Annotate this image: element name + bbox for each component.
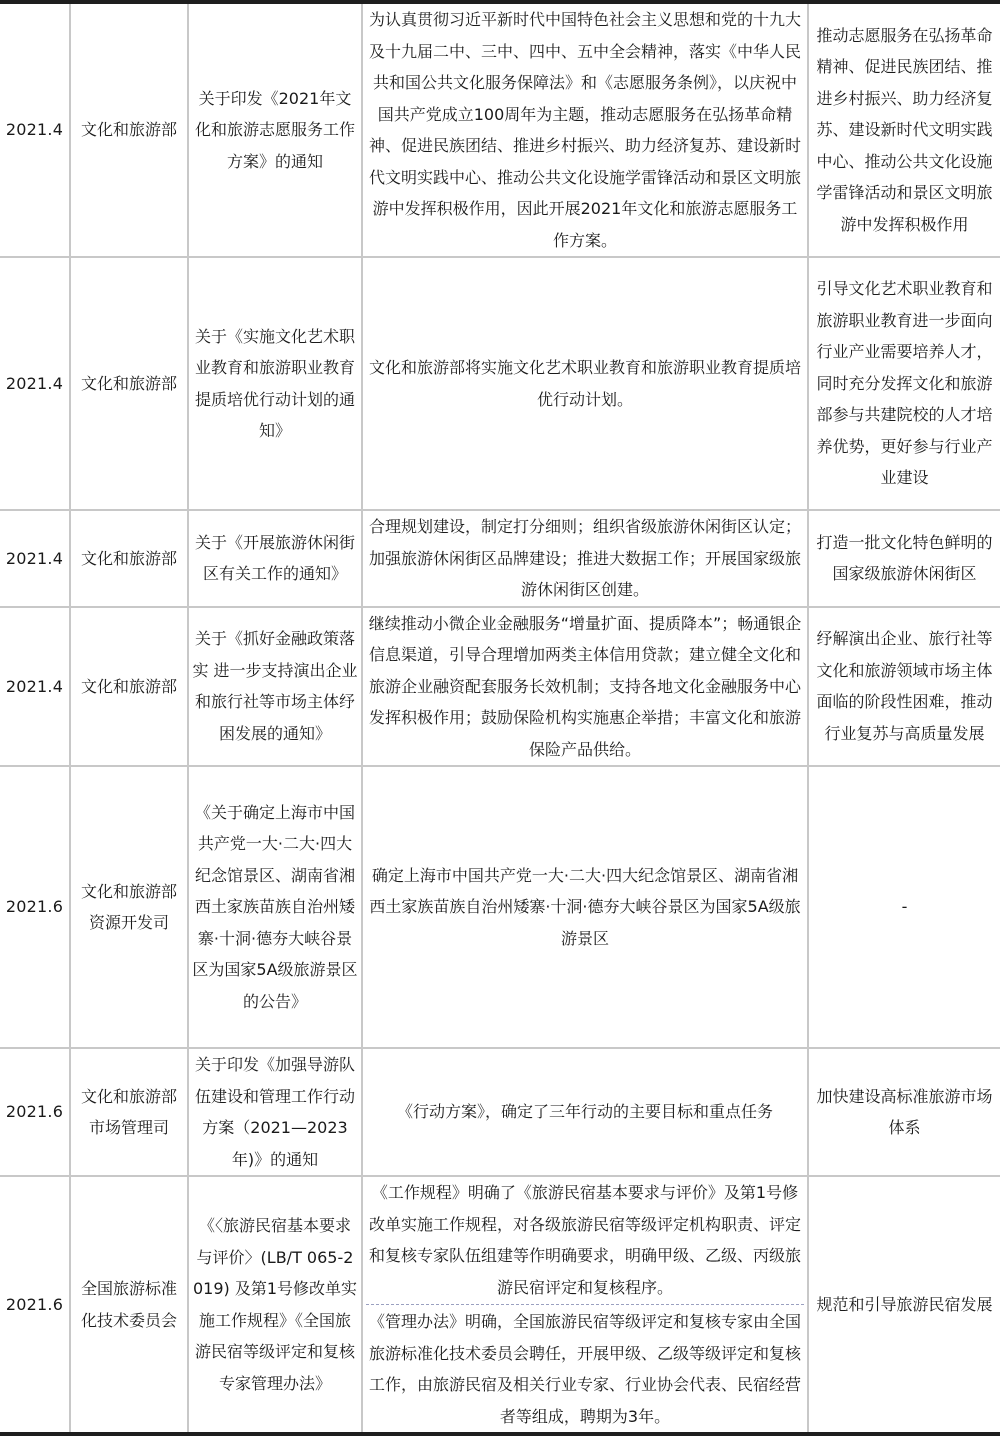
content-cell: 《行动方案》，确定了三年行动的主要目标和重点任务 — [362, 1048, 808, 1176]
document-cell: 关于印发《加强导游队伍建设和管理工作行动方案（2021—2023年)》的通知 — [188, 1048, 362, 1176]
purpose-cell: 引导文化艺术职业教育和旅游职业教育进一步面向行业产业需要培养人才，同时充分发挥文化和旅游部参与共建院校的人才培养优势，更好参与行业产业建设 — [808, 257, 1000, 510]
date-cell: 2021.4 — [0, 257, 70, 510]
date-cell: 2021.6 — [0, 1176, 70, 1434]
work-procedure-text: 《工作规程》明确了《旅游民宿基本要求与评价》及第1号修改单实施工作规程，对各级旅游民宿等级评定机构职责、评定和复核专家队伍组建等作明确要求，明确甲级、乙级、丙级旅游民宿评定和复核程序。 — [366, 1177, 804, 1305]
content-cell — [362, 1176, 808, 1434]
issuer-cell: 文化和旅游部 — [70, 607, 188, 767]
management-measures-text: 《管理办法》明确，全国旅游民宿等级评定和复核专家由全国旅游标准化技术委员会聘任，开展甲级、乙级等级评定和复核工作，由旅游民宿及相关行业专家、行业协会代表、民宿经营者等组成，聘期为3年。 — [368, 1312, 801, 1426]
content-cell: 为认真贯彻习近平新时代中国特色社会主义思想和党的十九大及十九届二中、三中、四中、五中全会精神，落实《中华人民共和国公共文化服务保障法》和《志愿服务条例》，以庆祝中国共产党成立100周年为主题，推动志愿服务在弘扬革命精神、促进民族团结、推进乡村振兴、助力经济复苏、建设新时代文明实践中心、推动公共文化设施学雷锋活动和景区文明旅游中发挥积极作用，因此开展2021年文化和旅游志愿服务工作方案。 — [362, 2, 808, 257]
purpose-cell: - — [808, 766, 1000, 1048]
date-cell: 2021.4 — [0, 510, 70, 607]
issuer-cell: 文化和旅游部 — [70, 257, 188, 510]
content-cell: 文化和旅游部将实施文化艺术职业教育和旅游职业教育提质培优行动计划。 — [362, 257, 808, 510]
date-cell: 2021.4 — [0, 2, 70, 257]
table-row — [0, 607, 1000, 767]
document-cell: 《关于确定上海市中国共产党一大·二大·四大纪念馆景区、湖南省湘西土家族苗族自治州矮寨·十洞·德夯大峡谷景区为国家5A级旅游景区的公告》 — [188, 766, 362, 1048]
document-cell: 《〈旅游民宿基本要求与评价〉(LB/T 065-2019) 及第1号修改单实施工作规程》《全国旅游民宿等级评定和复核专家管理办法》 — [188, 1176, 362, 1434]
purpose-cell: 推动志愿服务在弘扬革命精神、促进民族团结、推进乡村振兴、助力经济复苏、建设新时代文明实践中心、推动公共文化设施学雷锋活动和景区文明旅游中发挥积极作用 — [808, 2, 1000, 257]
purpose-cell: 纾解演出企业、旅行社等文化和旅游领域市场主体面临的阶段性困难，推动行业复苏与高质量发展 — [808, 607, 1000, 767]
issuer-cell: 文化和旅游部资源开发司 — [70, 766, 188, 1048]
date-cell: 2021.6 — [0, 766, 70, 1048]
purpose-cell: 加快建设高标准旅游市场体系 — [808, 1048, 1000, 1176]
content-cell: 合理规划建设，制定打分细则；组织省级旅游休闲街区认定；加强旅游休闲街区品牌建设；推进大数据工作；开展国家级旅游休闲街区创建。 — [362, 510, 808, 607]
content-cell: 确定上海市中国共产党一大·二大·四大纪念馆景区、湖南省湘西土家族苗族自治州矮寨·十洞·德夯大峡谷景区为国家5A级旅游景区 — [362, 766, 808, 1048]
purpose-cell: 规范和引导旅游民宿发展 — [808, 1176, 1000, 1434]
issuer-cell: 文化和旅游部市场管理司 — [70, 1048, 188, 1176]
issuer-cell: 全国旅游标准化技术委员会 — [70, 1176, 188, 1434]
purpose-cell: 打造一批文化特色鲜明的国家级旅游休闲街区 — [808, 510, 1000, 607]
table-row — [0, 766, 1000, 1048]
document-cell: 关于《抓好金融政策落实 进一步支持演出企业和旅行社等市场主体纾困发展的通知》 — [188, 607, 362, 767]
document-cell: 关于《实施文化艺术职业教育和旅游职业教育提质培优行动计划的通知》 — [188, 257, 362, 510]
date-cell: 2021.6 — [0, 1048, 70, 1176]
document-cell: 关于《开展旅游休闲街区有关工作的通知》 — [188, 510, 362, 607]
document-cell: 关于印发《2021年文化和旅游志愿服务工作方案》的通知 — [188, 2, 362, 257]
content-cell: 继续推动小微企业金融服务“增量扩面、提质降本”；畅通银企信息渠道，引导合理增加两类主体信用贷款；建立健全文化和旅游企业融资配套服务长效机制；支持各地文化金融服务中心发挥积极作用；鼓励保险机构实施惠企举措；丰富文化和旅游保险产品供给。 — [362, 607, 808, 767]
table-row — [0, 1048, 1000, 1176]
issuer-cell: 文化和旅游部 — [70, 510, 188, 607]
table-row — [0, 510, 1000, 607]
table-row — [0, 2, 1000, 257]
table-row — [0, 257, 1000, 510]
date-cell: 2021.4 — [0, 607, 70, 767]
table-row — [0, 1176, 1000, 1434]
issuer-cell: 文化和旅游部 — [70, 2, 188, 257]
